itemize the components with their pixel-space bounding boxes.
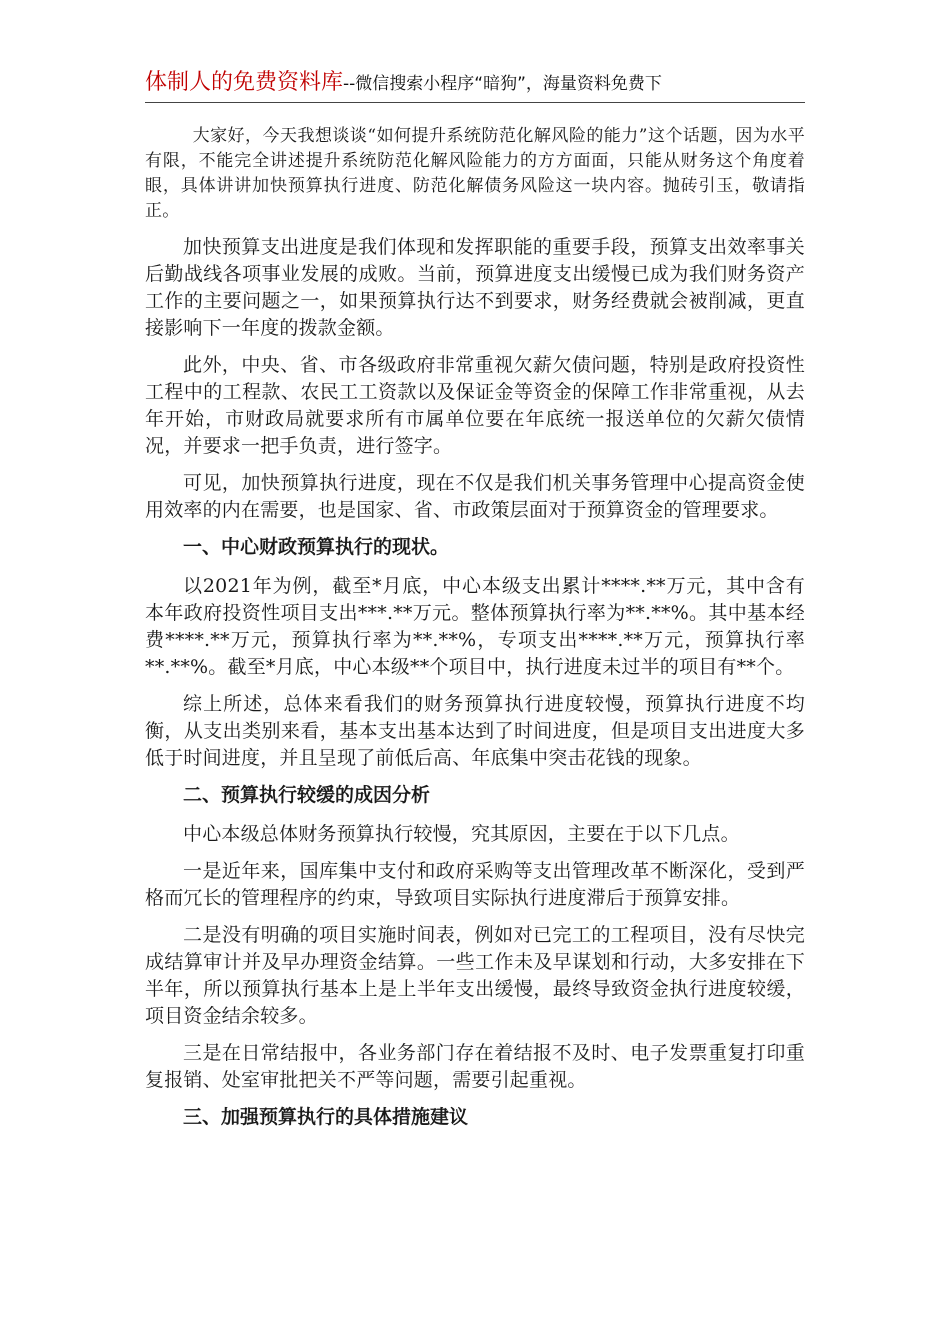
section-heading-3: 三、加强预算执行的具体措施建议: [183, 1106, 469, 1128]
paragraph-conclusion-intro: 可见，加快预算执行进度，现在不仅是我们机关事务管理中心提高资金使用效率的内在需要，也是国家、省、市政策层面对于预算资金的管理要求。: [145, 472, 805, 521]
paragraph-wage-arrears: 此外，中央、省、市各级政府非常重视欠薪欠债问题，特别是政府投资性工程中的工程款、农民工工资款以及保证金等资金的保障工作非常重视，从去年开始，市财政局就要求所有市属单位要在年底统一报送单位的欠薪欠债情况，并要求一把手负责，进行签字。: [145, 354, 805, 457]
header-tagline: --微信搜索小程序“暗狗”，海量资料免费下: [343, 74, 662, 94]
paragraph-cause-1: 一是近年来，国库集中支付和政府采购等支出管理改革不断深化，受到严格而冗长的管理程序的约束，导致项目实际执行进度滞后于预算安排。: [145, 860, 805, 909]
page-header: [145, 66, 805, 103]
paragraph-status-figures: 以2021年为例，截至*月底，中心本级支出累计****.**万元，其中含有本年政府投资性项目支出***.**万元。整体预算执行率为**.**%。其中基本经费****.**万元，预算执行率为**.**%，专项支出****.**万元，预算执行率**.**%。截至*月底，中心本级**个项目中，执行进度未过半的项目有**个。: [145, 575, 805, 678]
header-brand: 体制人的免费资料库: [145, 70, 344, 95]
paragraph-summary: 综上所述，总体来看我们的财务预算执行进度较慢，预算执行进度不均衡，从支出类别来看，基本支出基本达到了时间进度，但是项目支出进度大多低于时间进度，并且呈现了前低后高、年底集中突击花钱的现象。: [145, 693, 805, 769]
paragraph-causes-intro: 中心本级总体财务预算执行较慢，究其原因，主要在于以下几点。: [183, 823, 740, 845]
document-body: [145, 124, 805, 1143]
section-heading-1: 一、中心财政预算执行的现状。: [183, 536, 450, 558]
paragraph-budget-progress: 加快预算支出进度是我们体现和发挥职能的重要手段，预算支出效率事关后勤战线各项事业发展的成败。当前，预算进度支出缓慢已成为我们财务资产工作的主要问题之一，如果预算执行达不到要求，财务经费就会被削减，更直接影响下一年度的拨款金额。: [145, 236, 805, 339]
paragraph-cause-3: 三是在日常结报中，各业务部门存在着结报不及时、电子发票重复打印重复报销、处室审批把关不严等问题，需要引起重视。: [145, 1042, 805, 1091]
section-heading-2: 二、预算执行较缓的成因分析: [183, 784, 431, 806]
paragraph-cause-2: 二是没有明确的项目实施时间表，例如对已完工的工程项目，没有尽快完成结算审计并及早办理资金结算。一些工作未及早谋划和行动，大多安排在下半年，所以预算执行基本上是上半年支出缓慢，最终导致资金执行进度较缓，项目资金结余较多。: [145, 924, 805, 1027]
paragraph-intro: 大家好，今天我想谈谈“如何提升系统防范化解风险的能力”这个话题，因为水平有限，不能完全讲述提升系统防范化解风险能力的方方面面，只能从财务这个角度着眼，具体讲讲加快预算执行进度、防范化解债务风险这一块内容。抛砖引玉，敬请指正。: [145, 126, 805, 221]
